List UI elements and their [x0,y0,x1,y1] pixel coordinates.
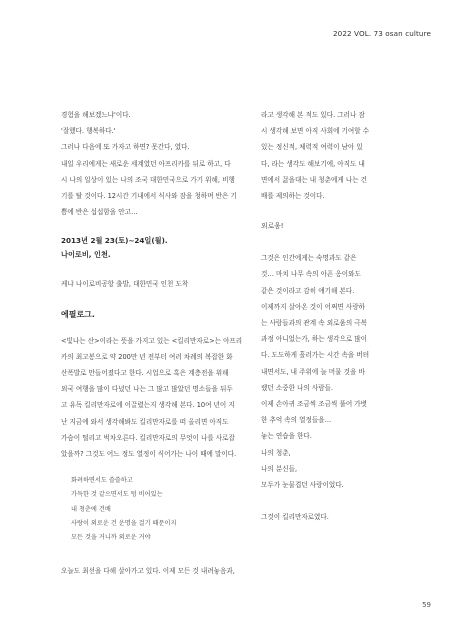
intro-paragraph [61,107,247,220]
poem-block [61,474,247,545]
place-heading: 나이로비, 인천. [61,250,111,260]
text-line: 내면서도, 내 주위에 늘 머물 것을 바 [261,367,365,376]
text-line: 나의 청춘, [261,448,291,457]
epilogue-heading: 에필로그. [61,309,95,319]
text-line: 이제까지 살아온 것이 어쩌면 사랑하 [261,302,365,311]
text-line: 았을까? 그것도 어느 정도 열정이 식어가는 나이 때에 말이다. [61,450,237,459]
text-line: 면에서 끓을대는 내 청춘에게 나는 건 [261,175,368,184]
running-header: 2022 VOL. 73 osan culture [332,29,431,38]
text-line: 놓는 연습을 한다. [261,432,312,441]
text-line: 시 생각해 보면 아직 사회에 기여할 수 [261,127,370,136]
text-line: 그러나 다음에 또 가자고 하면? 못간다, 였다. [61,143,190,152]
text-line: 같은 것이라고 감히 얘기해 본다. [261,286,355,295]
right-paragraph-1 [261,107,433,204]
left-column [61,107,247,579]
closing-line: 오늘도 최선을 다해 살아가고 있다. 이제 모든 것 내려놓음과, [61,567,235,576]
text-line: 한 추억 속의 열정들을… [261,416,332,425]
text-line: 산폭발로 만들어졌다고 한다. 시업으로 혹은 계층전을 위해 [61,369,229,378]
final-line: 그것이 킬리만자로였다. [261,513,329,522]
text-line: 외국 여행을 많이 다녔던 나는 그 많고 많았던 명소들을 뒤두 [61,385,233,394]
text-line: 난 지금에 와서 생각해봐도 킬리만자로를 떠 올리면 아직도 [61,417,229,426]
poem-line: 가득한 것 같으면서도 텅 비어있는 [71,491,163,499]
text-line: 있는 정신적, 체력적 여력이 남아 있 [261,143,363,152]
text-line: 배를 제의하는 것이다. [261,192,325,201]
text-line: 모두가 눈물겹던 사랑이었다. [261,481,344,490]
text-line: 쁨에 반은 섭섭함을 안고… [61,208,138,217]
text-line: <빛나는 산>이라는 뜻을 가지고 있는 <킬리만자로>는 아프리 [61,336,243,345]
right-column [261,107,433,525]
poem-line: 내 청춘에 건배 [71,505,111,513]
text-line: 기를 탈 것이다. 12시간 기내에서 식사와 잠을 청하며 반은 기 [61,192,237,201]
page-number: 59 [422,601,431,609]
text-line: 경험을 해보겠느냐'이다. [61,111,131,119]
text-line: 라고 생각해 본 적도 있다. 그러나 잠 [261,111,365,119]
text-line: 내일 우리에게는 새로운 세계였던 아프리카를 뒤로 하고, 다 [61,159,231,168]
right-paragraph-2 [261,250,433,493]
poem-line: 모든 것을 거니까 외로운 거야 [71,534,151,542]
text-line: 고 유독 킬리만자로에 이끌렸는지 생각해 본다. 10여 년이 지 [61,401,235,410]
text-line: 나의 분신들, [261,464,298,473]
poem-line: 사랑이 외로운 건 운명을 걸기 때문이지 [71,519,177,527]
date-heading: 2013년 2월 23(토)~24일(월). [61,236,168,246]
text-line: 그것은 인간에게는 숙명과도 같은 [261,254,357,263]
text-line: 다, 라는 생각도 해보기에, 아직도 내 [261,159,365,168]
text-line: 는 사람들과의 관계 속 외로움의 극복 [261,319,368,328]
text-line: 다. 도도하게 흘러가는 시간 속을 버텨 [261,351,370,360]
text-line: '잘했다. 행복하다.' [61,127,116,136]
epilogue-paragraph [61,333,247,463]
text-line: 시 나의 일상이 있는 나의 조국 대한민국으로 가기 위해, 비행 [61,175,235,184]
text-line: 카의 최고봉으로 약 200만 년 전부터 여러 차례의 복잡한 화 [61,352,233,361]
text-line: 가슴이 떨리고 벅차오른다. 킬리만자로의 무엇이 나를 사로잡 [61,433,235,442]
text-line: 이제 손아귀 조금씩 조금씩 풀어 가볏 [261,400,368,409]
text-line: 랬던 소중한 나의 사람들. [261,383,334,392]
poem-line: 화려하면서도 쓸쓸하고 [71,477,133,485]
text-line: 것… 마치 나무 속의 아픈 옹이와도 [261,270,361,279]
departure-line: 케냐 나이로비공항 출발, 대한민국 인천 도착 [61,280,189,289]
text-line: 과정 아니었는가, 하는 생각으로 많이 [261,335,368,344]
loneliness-label: 외로움! [261,222,284,231]
